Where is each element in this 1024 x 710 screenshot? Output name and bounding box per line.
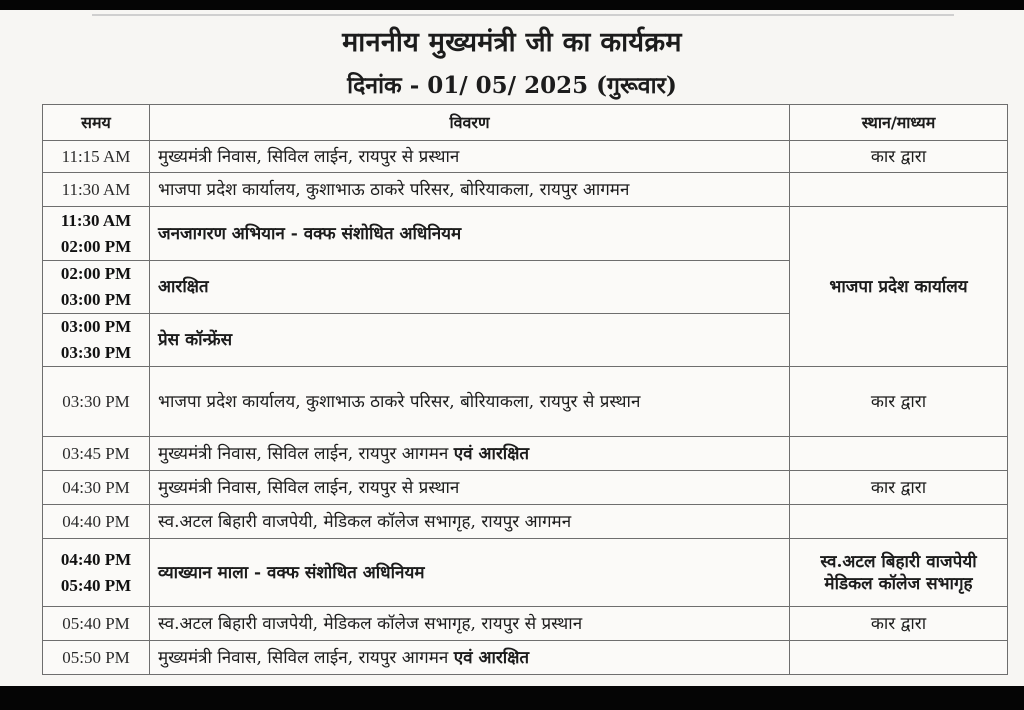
row-time: 03:45 PM <box>43 437 150 471</box>
row-time-start: 03:00 PM <box>60 317 132 336</box>
row-time-range <box>43 314 150 367</box>
table-row <box>43 207 1008 261</box>
row-time: 05:40 PM <box>43 607 150 641</box>
row-description: प्रेस कॉन्फ्रेंस <box>150 314 790 367</box>
table-row <box>43 141 1008 173</box>
row-venue <box>790 437 1008 471</box>
column-header-venue: स्थान/माध्यम <box>790 105 1008 141</box>
table-row <box>43 539 1008 607</box>
row-venue: कार द्वारा <box>790 607 1008 641</box>
row-time-start: 11:30 AM <box>60 210 132 230</box>
table-row <box>43 367 1008 437</box>
row-description: स्व.अटल बिहारी वाजपेयी, मेडिकल कॉलेज सभागृह, रायपुर से प्रस्थान <box>150 607 790 641</box>
row-venue: कार द्वारा <box>790 141 1008 173</box>
column-header-description: विवरण <box>150 105 790 141</box>
row-venue-line1: स्व.अटल बिहारी वाजपेयी <box>820 551 977 572</box>
row-venue <box>790 173 1008 207</box>
row-venue: कार द्वारा <box>790 471 1008 505</box>
column-header-time: समय <box>43 105 150 141</box>
row-description: जनजागरण अभियान - वक्फ संशोधित अधिनियम <box>150 207 790 261</box>
row-description: मुख्यमंत्री निवास, सिविल लाईन, रायपुर से प्रस्थान <box>150 471 790 505</box>
table-row <box>43 173 1008 207</box>
row-time: 11:30 AM <box>43 173 150 207</box>
row-time: 03:30 PM <box>43 367 150 437</box>
row-description: व्याख्यान माला - वक्फ संशोधित अधिनियम <box>150 539 790 607</box>
row-time-end: 05:40 PM <box>60 575 132 595</box>
row-venue: भाजपा प्रदेश कार्यालय <box>790 207 1008 367</box>
row-description-emphasis: एवं आरक्षित <box>453 647 530 668</box>
row-description-emphasis: एवं आरक्षित <box>453 443 530 464</box>
row-time-end: 03:00 PM <box>60 290 132 309</box>
row-time-start: 04:40 PM <box>60 549 132 569</box>
document-date: दिनांक - 01/ 05/ 2025 (गुरूवार) <box>347 72 677 99</box>
row-time: 04:40 PM <box>43 505 150 539</box>
row-description: स्व.अटल बिहारी वाजपेयी, मेडिकल कॉलेज सभागृह, रायपुर आगमन <box>150 505 790 539</box>
row-description: भाजपा प्रदेश कार्यालय, कुशाभाऊ ठाकरे परिसर, बोरियाकला, रायपुर आगमन <box>150 173 790 207</box>
row-description: भाजपा प्रदेश कार्यालय, कुशाभाऊ ठाकरे परिसर, बोरियाकला, रायपुर से प्रस्थान <box>150 367 790 437</box>
row-venue <box>790 539 1008 607</box>
row-venue-line2: मेडिकल कॉलेज सभागृह <box>824 573 973 594</box>
row-time: 04:30 PM <box>43 471 150 505</box>
row-description-text: मुख्यमंत्री निवास, सिविल लाईन, रायपुर आगमन <box>158 443 449 464</box>
document-title: माननीय मुख्यमंत्री जी का कार्यक्रम <box>342 27 682 58</box>
row-description: आरक्षित <box>150 261 790 314</box>
table-row <box>43 471 1008 505</box>
top-divider <box>92 14 954 16</box>
schedule-table <box>42 104 1008 675</box>
row-description-text: मुख्यमंत्री निवास, सिविल लाईन, रायपुर आगमन <box>158 647 449 668</box>
row-venue <box>790 641 1008 675</box>
bottom-dark-strip <box>0 686 1024 710</box>
row-time-range <box>43 539 150 607</box>
row-time-start: 02:00 PM <box>60 264 132 283</box>
row-time-end: 02:00 PM <box>60 236 132 256</box>
row-time: 05:50 PM <box>43 641 150 675</box>
table-row <box>43 437 1008 471</box>
table-row <box>43 505 1008 539</box>
row-time-range <box>43 261 150 314</box>
table-row <box>43 607 1008 641</box>
row-venue <box>790 505 1008 539</box>
table-header-row <box>43 105 1008 141</box>
top-dark-strip <box>0 0 1024 10</box>
row-description <box>150 437 790 471</box>
row-time-end: 03:30 PM <box>60 343 132 362</box>
row-time-range <box>43 207 150 261</box>
table-row <box>43 641 1008 675</box>
row-time: 11:15 AM <box>43 141 150 173</box>
row-venue: कार द्वारा <box>790 367 1008 437</box>
row-description: मुख्यमंत्री निवास, सिविल लाईन, रायपुर से प्रस्थान <box>150 141 790 173</box>
row-description <box>150 641 790 675</box>
